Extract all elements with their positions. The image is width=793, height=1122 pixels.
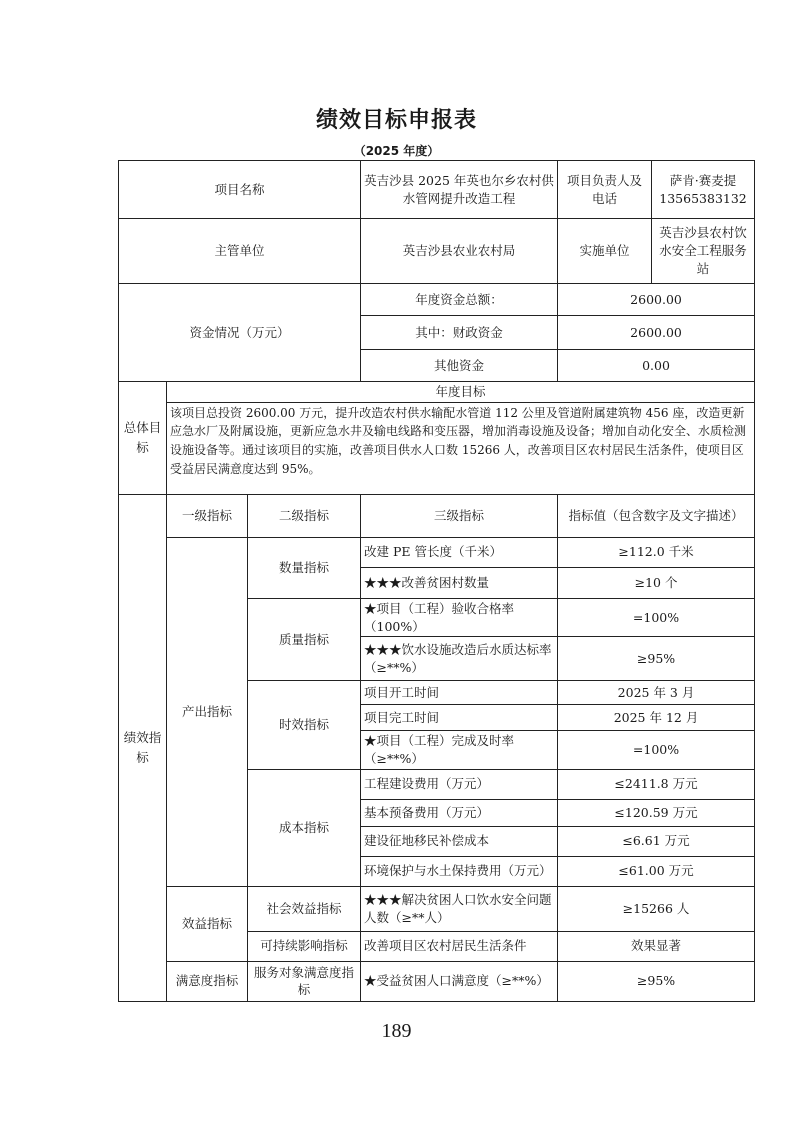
indicator-name: 改建 PE 管长度（千米） xyxy=(361,537,558,567)
header-level1: 一级指标 xyxy=(167,494,248,537)
funds-label: 资金情况（万元） xyxy=(119,284,361,382)
indicator-value: =100% xyxy=(558,598,755,637)
header-level2: 二级指标 xyxy=(248,494,361,537)
indicator-value: 2025 年 3 月 xyxy=(558,681,755,705)
indicator-value: ≥95% xyxy=(558,961,755,1001)
indicator-name: 建设征地移民补偿成本 xyxy=(361,826,558,856)
indicator-name: 环境保护与水土保持费用（万元） xyxy=(361,856,558,886)
project-name-value: 英吉沙县 2025 年英也尔乡农村供水管网提升改造工程 xyxy=(361,161,558,219)
indicator-row xyxy=(119,537,755,567)
project-name-label: 项目名称 xyxy=(119,161,361,219)
indicator-row xyxy=(119,886,755,931)
indicator-value: ≥112.0 千米 xyxy=(558,537,755,567)
project-leader-value: 萨肯·赛麦提 13565383132 xyxy=(652,161,755,219)
benefit-indicator-label: 效益指标 xyxy=(167,886,248,961)
indicator-value: 2025 年 12 月 xyxy=(558,705,755,731)
indicator-value: ≥15266 人 xyxy=(558,886,755,931)
indicator-name: 项目开工时间 xyxy=(361,681,558,705)
satisfaction-indicator-label: 满意度指标 xyxy=(167,961,248,1001)
indicator-value: ≤2411.8 万元 xyxy=(558,769,755,799)
indicator-name: ★受益贫困人口满意度（≥**%） xyxy=(361,961,558,1001)
service-satisfaction-label: 服务对象满意度指标 xyxy=(248,961,361,1001)
timeliness-indicator-label: 时效指标 xyxy=(248,681,361,770)
report-year: （2025 年度） xyxy=(353,144,440,158)
quality-indicator-label: 质量指标 xyxy=(248,598,361,681)
indicator-header-row xyxy=(119,494,755,537)
header-value: 指标值（包含数字及文字描述） xyxy=(558,494,755,537)
department-label: 主管单位 xyxy=(119,219,361,284)
funds-fiscal-value: 2600.00 xyxy=(558,316,755,350)
indicator-side-label: 绩效指标 xyxy=(119,494,167,1001)
indicator-value: ≤61.00 万元 xyxy=(558,856,755,886)
indicator-row xyxy=(119,961,755,1001)
funds-other-value: 0.00 xyxy=(558,350,755,382)
funds-fiscal-label: 其中：财政资金 xyxy=(361,316,558,350)
indicator-name: 工程建设费用（万元） xyxy=(361,769,558,799)
indicator-value: =100% xyxy=(558,731,755,770)
cost-indicator-label: 成本指标 xyxy=(248,769,361,886)
sustainability-label: 可持续影响指标 xyxy=(248,931,361,961)
indicator-name: ★项目（工程）完成及时率（≥**%） xyxy=(361,731,558,770)
quantity-indicator-label: 数量指标 xyxy=(248,537,361,598)
indicator-value: ≤120.59 万元 xyxy=(558,799,755,826)
page-number: 189 xyxy=(381,1020,412,1042)
indicator-value: ≥10 个 xyxy=(558,567,755,598)
goal-text-row xyxy=(119,402,755,494)
department-value: 英吉沙县农业农村局 xyxy=(361,219,558,284)
goal-side-label: 总体目标 xyxy=(119,382,167,495)
funds-total-row xyxy=(119,284,755,316)
social-benefit-label: 社会效益指标 xyxy=(248,886,361,931)
indicator-name: ★★★解决贫困人口饮水安全问题人数（≥**人） xyxy=(361,886,558,931)
indicator-value: ≤6.61 万元 xyxy=(558,826,755,856)
funds-total-label: 年度资金总额： xyxy=(361,284,558,316)
project-leader-label: 项目负责人及电话 xyxy=(558,161,652,219)
indicator-name: 项目完工时间 xyxy=(361,705,558,731)
project-name-row xyxy=(119,161,755,219)
indicator-name: ★项目（工程）验收合格率（100%） xyxy=(361,598,558,637)
funds-total-value: 2600.00 xyxy=(558,284,755,316)
implementing-unit-value: 英吉沙县农村饮水安全工程服务站 xyxy=(652,219,755,284)
goal-text: 该项目总投资 2600.00 万元，提升改造农村供水输配水管道 112 公里及管道附属建筑物 456 座，改造更新应急水厂及附属设施，更新应急水井及输电线路和变压器，增加消毒设施及设备；增加自动化安全、水质检测设施设备等。通过该项目的实施，改善项目供水人口数 15266 人，改善项目区农村居民生活条件，使项目区受益居民满意度达到 95%。 xyxy=(167,402,755,494)
performance-target-table xyxy=(118,160,755,1002)
header-level3: 三级指标 xyxy=(361,494,558,537)
department-row xyxy=(119,219,755,284)
indicator-value: ≥95% xyxy=(558,637,755,681)
implementing-unit-label: 实施单位 xyxy=(558,219,652,284)
indicator-name: 基本预备费用（万元） xyxy=(361,799,558,826)
indicator-value: 效果显著 xyxy=(558,931,755,961)
indicator-name: ★★★改善贫困村数量 xyxy=(361,567,558,598)
goal-header: 年度目标 xyxy=(167,382,755,403)
indicator-name: 改善项目区农村居民生活条件 xyxy=(361,931,558,961)
indicator-name: ★★★饮水设施改造后水质达标率（≥**%） xyxy=(361,637,558,681)
goal-header-row xyxy=(119,382,755,403)
page-title: 绩效目标申报表 xyxy=(315,108,477,133)
funds-other-label: 其他资金 xyxy=(361,350,558,382)
output-indicator-label: 产出指标 xyxy=(167,537,248,886)
